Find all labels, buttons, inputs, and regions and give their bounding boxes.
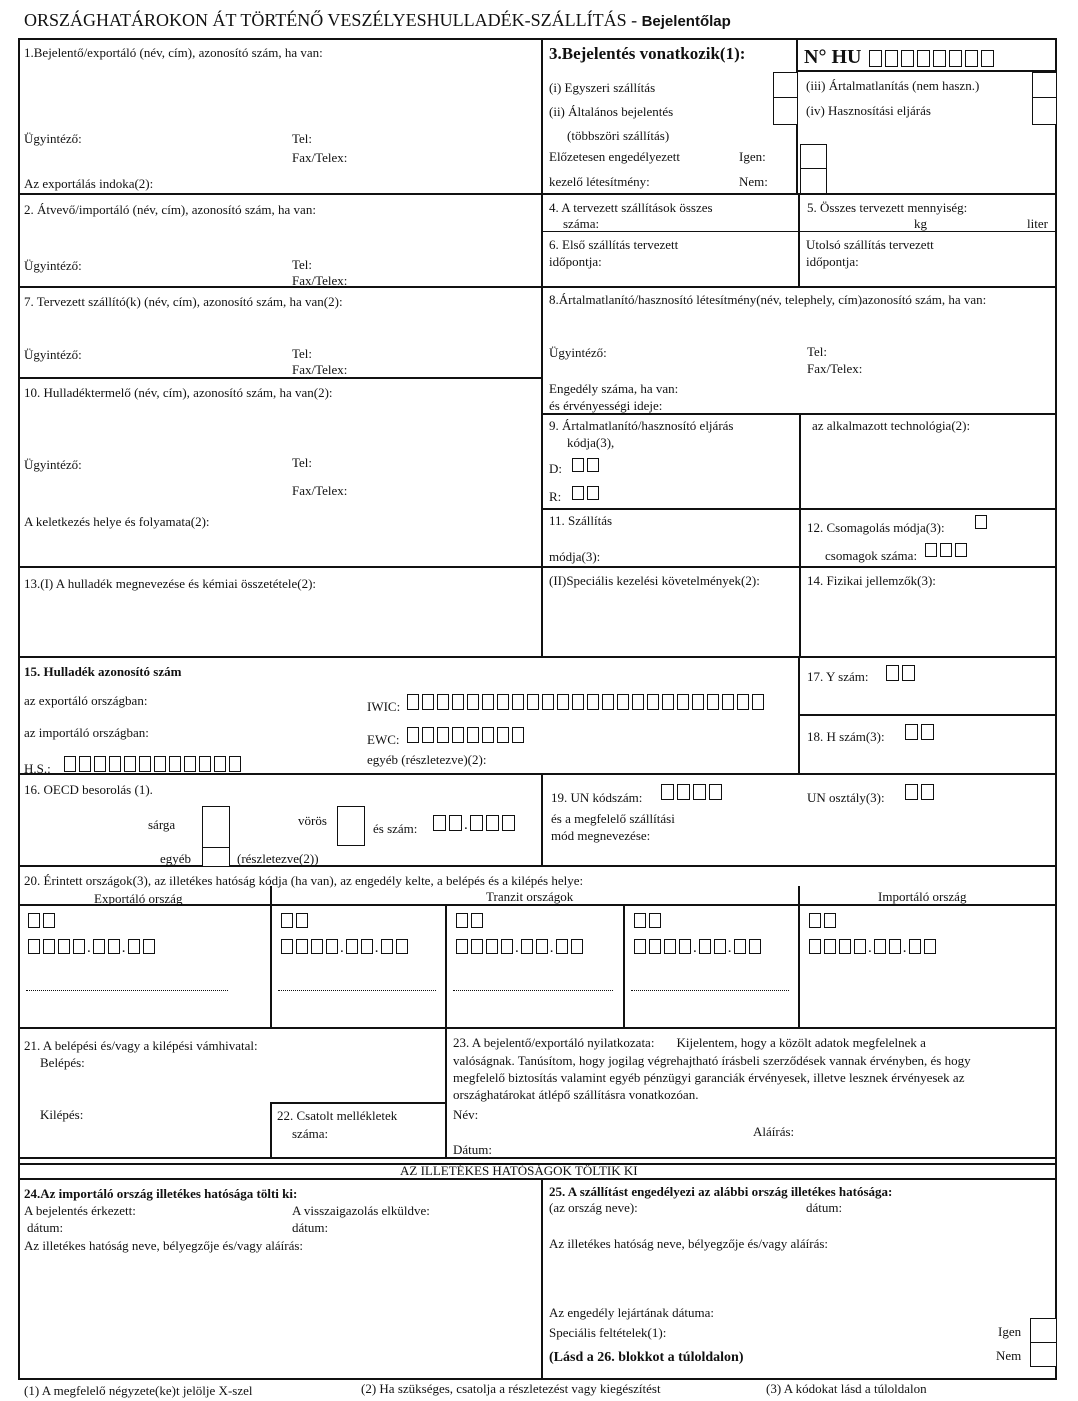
block-16-label: 16. OECD besorolás (1). [24,782,153,797]
block-7-contact: Ügyintéző: [24,347,82,362]
special-no-checkbox[interactable] [1030,1342,1057,1367]
option-ii-checkbox[interactable] [773,97,798,125]
block-25-authority: Az illetékes hatóság neve, bélyegzője és/vagy aláírás: [549,1236,829,1251]
block-23-signature: Aláírás: [753,1124,795,1139]
preapproved-no: Nem: [739,174,768,189]
block-23-line1: 23. A bejelentő/exportáló nyilatkozata: Kijelentem, hogy a közölt adatok megfelelnek a [453,1035,926,1050]
footnote-3: (3) A kódokat lásd a túloldalon [766,1381,927,1396]
block-15-hs: H.S.: [24,761,51,776]
block-25-label: 25. A szállítást engedélyezi az alábbi ország illetékes hatósága: [549,1184,893,1199]
option-iv-checkbox[interactable] [1032,97,1057,125]
block-8-contact: Ügyintéző: [549,345,607,360]
un-class-label: UN osztály(3): [807,790,885,805]
block-22-line2: száma: [292,1126,329,1141]
block-11-line1: 11. Szállítás [549,513,613,528]
block-19-line2: és a megfelelő szállítási [551,811,675,826]
preapproved-yes-checkbox[interactable] [800,144,827,169]
block-1-contact: Ügyintéző: [24,131,82,146]
block-15-label: 15. Hulladék azonosító szám [24,664,182,679]
block-1-fax: Fax/Telex: [292,150,348,165]
block-9-d-boxes[interactable] [572,458,602,473]
block-20-label: 20. Érintett országok(3), az illetékes hatóság kódja (ha van), az engedély kelte, a belépés és a kilépés helye: [24,873,584,888]
block-6-line2: időpontja: [549,254,602,269]
block-15-ewc: EWC: [367,732,400,747]
block-22-line1: 22. Csatolt mellékletek [277,1108,398,1123]
block-12-line2: csomagok száma: [825,548,918,563]
y-boxes[interactable] [886,665,918,682]
exporting-country-header: Exportáló ország [94,891,183,906]
block-21-entry: Belépés: [40,1055,85,1070]
oecd-other-checkbox[interactable] [202,847,230,867]
option-iii-checkbox[interactable] [1032,72,1057,98]
block-10-label: 10. Hulladéktermelő (név, cím), azonosító szám, ha van(2): [24,385,333,400]
oecd-number-label: és szám: [373,821,418,836]
block-23-line4: országhatárokat átlépő szállításra vonatkozóan. [453,1087,699,1102]
block-25-date: dátum: [806,1200,843,1215]
hs-boxes[interactable] [64,756,244,773]
un-code-boxes[interactable] [661,784,725,801]
block-10-fax: Fax/Telex: [292,483,348,498]
special-yes-checkbox[interactable] [1030,1318,1057,1343]
block-2-tel: Tel: [292,257,313,272]
option-iv-label: (iv) Hasznosítási eljárás [806,103,931,118]
block-11-line2: módja(3): [549,549,601,564]
block-8-label: 8.Ártalmatlanító/hasznosító létesítmény(név, telephely, cím)azonosító szám, ha van: [549,292,987,307]
block-5-kg: kg [914,216,927,231]
oecd-red-checkbox[interactable] [337,806,365,846]
block-13-label: 13.(I) A hulladék megnevezése és kémiai összetétele(2): [24,576,317,591]
block-23-line3: megfelelő biztosítás valamint egyéb pénzügyi garanciák érvényesek, illetve lesznek érvényesek az [453,1070,965,1085]
h-boxes[interactable] [905,724,937,741]
block-6b-line1: Utolsó szállítás tervezett [806,237,934,252]
block-25-expiry: Az engedély lejártának dátuma: [549,1305,714,1320]
block-17-y: 17. Y szám: [807,669,869,684]
block-18-h: 18. H szám(3): [807,729,885,744]
block-2-contact: Ügyintéző: [24,258,82,273]
block-10-origin: A keletkezés helye és folyamata(2): [24,514,210,529]
block-15-exporter: az exportáló országban: [24,693,148,708]
block-15-iwic: IWIC: [367,699,401,714]
block-12-type-box[interactable] [975,515,990,530]
block-8-permit1: Engedély száma, ha van: [549,381,679,396]
block-6-line1: 6. Első szállítás tervezett [549,237,679,252]
option-i-label: (i) Egyszeri szállítás [549,80,656,95]
block-1-tel: Tel: [292,131,313,146]
footnote-1: (1) A megfelelő négyzete(ke)t jelölje X-szel [24,1383,253,1398]
block-1-label: 1.Bejelentő/exportáló (név, cím), azonosító szám, ha van: [24,45,323,60]
block-8-tel: Tel: [807,344,828,359]
block-25-see26: (Lásd a 26. blokkot a túloldalon) [549,1350,744,1365]
oecd-yellow-label: sárga [148,817,176,832]
block-12-count-boxes[interactable] [925,543,970,558]
option-ii-label: (ii) Általános bejelentés [549,104,674,119]
footnote-2: (2) Ha szükséges, csatolja a részletezést vagy kiegészítést [361,1381,661,1396]
authority-section-title: AZ ILLETÉKES HATÓSÁGOK TÖLTIK KI [400,1163,638,1178]
option-ii-sub: (többszöri szállítás) [567,128,670,143]
block-19-line3: mód megnevezése: [551,828,651,843]
notification-number-boxes[interactable] [869,48,997,70]
block-9-r-label: R: [549,489,562,504]
block-4-line2: száma: [563,216,600,231]
block-25-yes: Igen [998,1324,1022,1339]
transit-countries-header: Tranzit országok [486,889,574,904]
block-8-fax: Fax/Telex: [807,361,863,376]
block-23-name: Név: [453,1107,479,1122]
un-class-boxes[interactable] [905,784,937,801]
block-25-no: Nem [996,1348,1022,1363]
option-i-checkbox[interactable] [773,72,798,98]
oecd-detail: (részletezve(2)) [237,851,319,866]
block-3-label: 3.Bejelentés vonatkozik(1): [549,44,746,63]
block-15-other: egyéb (részletezve)(2): [367,752,487,767]
iwic-boxes[interactable] [407,694,767,711]
block-24-authority: Az illetékes hatóság neve, bélyegzője és/vagy aláírás: [24,1238,304,1253]
block-23-line2: valóságnak. Tanúsítom, hogy jogilag végrehajtható írásbeli szerződések vannak érvényben, és hogy [453,1053,971,1068]
block-15-importer: az importáló országban: [24,725,149,740]
block-21-exit: Kilépés: [40,1107,84,1122]
block-2-fax: Fax/Telex: [292,273,348,288]
block-4-line1: 4. A tervezett szállítások összes [549,200,713,215]
block-24-ack2: dátum: [292,1220,329,1235]
block-9-line2: kódja(3), [567,435,615,450]
un-code-label: 19. UN kódszám: [551,790,643,805]
oecd-other-label: egyéb [160,851,192,866]
block-6b-line2: időpontja: [806,254,859,269]
block-7-tel: Tel: [292,346,313,361]
block-25-country: (az ország neve): [549,1200,638,1215]
option-iii-label: (iii) Ártalmatlanítás (nem haszn.) [806,78,980,93]
oecd-yellow-checkbox[interactable] [202,806,230,848]
block-24-label: 24.Az importáló ország illetékes hatósága tölti ki: [24,1186,298,1201]
block-7-label: 7. Tervezett szállító(k) (név, cím), azonosító szám, ha van(2): [24,294,343,309]
block-9-r-boxes[interactable] [572,486,602,501]
oecd-red-label: vörös [298,813,327,828]
block-21-label: 21. A belépési és/vagy a kilépési vámhivatal: [24,1038,258,1053]
preapproved-line1: Előzetesen engedélyezett [549,149,681,164]
block-24-arrival2: dátum: [27,1220,64,1235]
block-9-line1: 9. Ártalmatlanító/hasznosító eljárás [549,418,734,433]
block-5-label: 5. Összes tervezett mennyiség: [807,200,968,215]
preapproved-no-checkbox[interactable] [800,168,827,194]
block-1-reason: Az exportálás indoka(2): [24,176,154,191]
block-8-permit2: és érvényességi ideje: [549,398,663,413]
block-24-ack1: A visszaigazolás elküldve: [292,1203,430,1218]
importing-country-header: Importáló ország [878,889,967,904]
block-5-liter: liter [1027,216,1048,231]
block-14-physical: 14. Fizikai jellemzők(3): [807,573,936,588]
block-25-special: Speciális feltételek(1): [549,1325,667,1340]
preapproved-line2: kezelő létesítmény: [549,174,650,189]
block-13-special: (II)Speciális kezelési követelmények(2): [549,573,760,588]
preapproved-yes: Igen: [739,149,766,164]
form-title: ORSZÁGHATÁROKON ÁT TÖRTÉNŐ VESZÉLYESHULLADÉK-SZÁLLÍTÁS - Bejelentőlap [24,10,731,30]
block-23-date: Dátum: [453,1142,492,1157]
block-12-line1: 12. Csomagolás módja(3): [807,520,945,535]
block-2-label: 2. Átvevő/importáló (név, cím), azonosító szám, ha van: [24,202,316,217]
block-9-tech: az alkalmazott technológia(2): [812,418,971,433]
block-10-tel: Tel: [292,455,313,470]
block-7-fax: Fax/Telex: [292,362,348,377]
block-10-contact: Ügyintéző: [24,457,82,472]
block-9-d-label: D: [549,461,562,476]
block-24-arrival1: A bejelentés érkezett: [24,1203,136,1218]
notification-number: N° HU [804,46,997,70]
ewc-boxes[interactable] [407,727,527,744]
oecd-number-boxes[interactable]: . [433,815,518,833]
